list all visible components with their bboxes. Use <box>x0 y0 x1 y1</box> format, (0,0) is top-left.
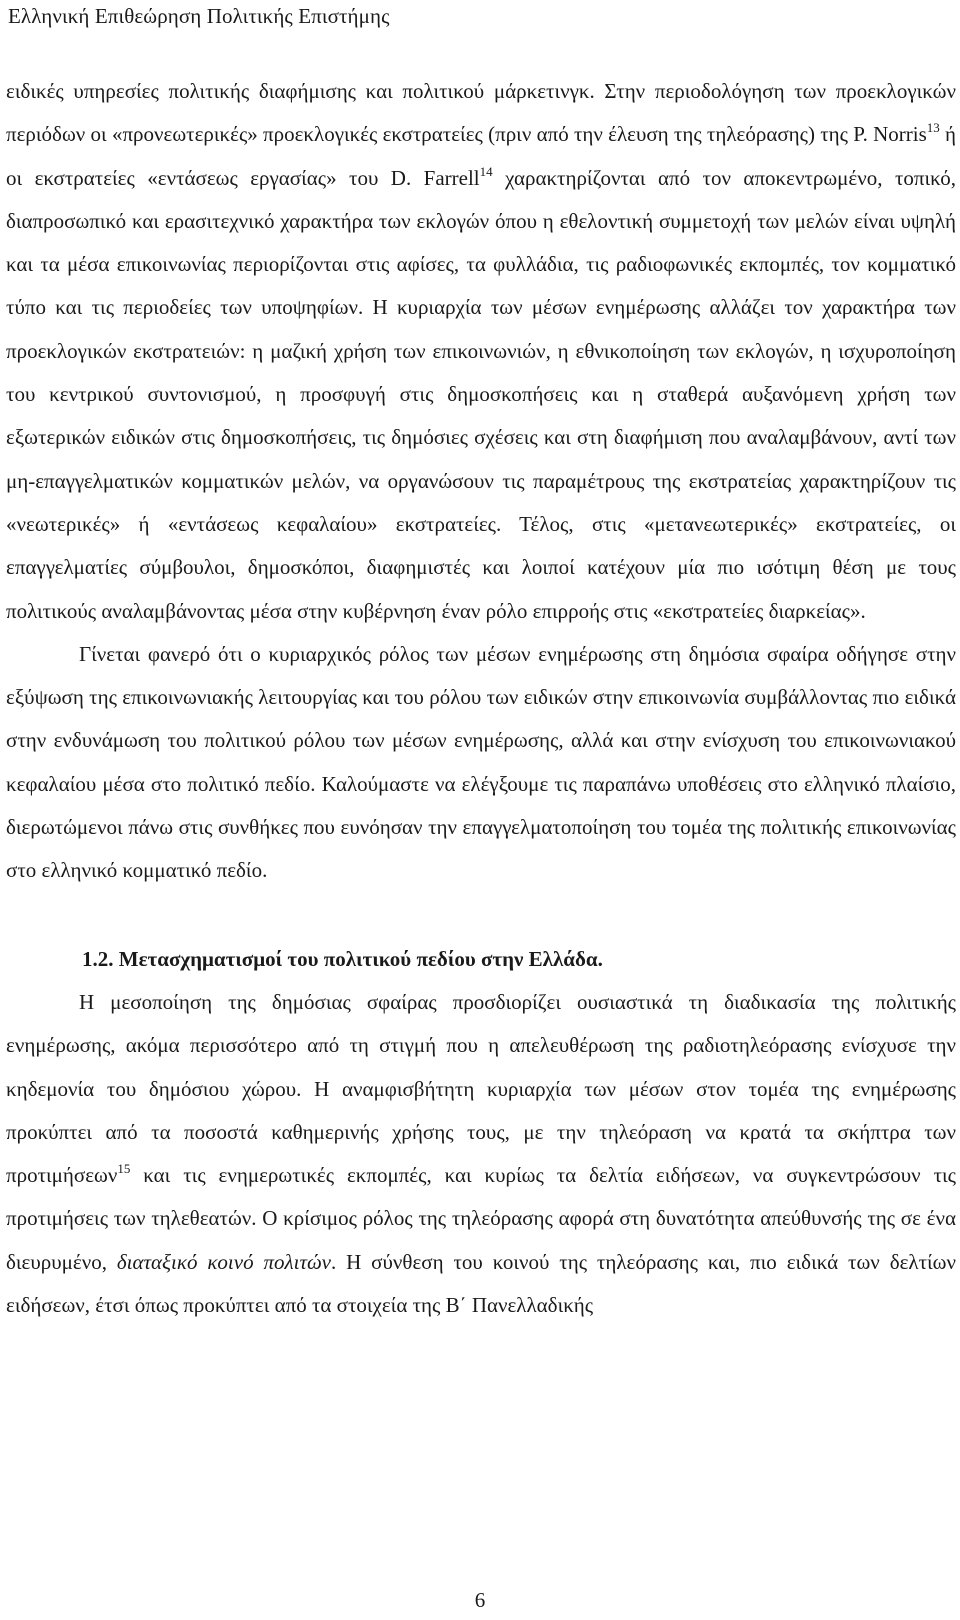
paragraph-3-emphasis: διαταξικό κοινό πολιτών <box>116 1249 331 1274</box>
section-heading: 1.2. Μετασχηματισμοί του πολιτικού πεδίου στην Ελλάδα. <box>82 946 603 971</box>
paragraph-3-text-c: . Η σύνθεση του κοινού της τηλεόρασης και, πιο ειδικά των δελτίων ειδήσεων, έτσι όπως προκύπτει από τα στοιχεία της Β΄ Πανελλαδικής <box>6 1249 956 1318</box>
paragraph-1-text-c: χαρακτηρίζονται από τον αποκεντρωμένο, τοπικό, διαπροσωπικό και ερασιτεχνικό χαρακτήρα των εκλογών όπου η εθελοντική συμμετοχή των μελών είναι υψηλή και τα μέσα επικοινωνίας περιορίζονται στις αφίσες, τα φυλλάδια, τις ραδιοφωνικές εκπομπές, τον κομματικό τύπο και τις περιοδείες των υποψηφίων. Η κυριαρχία των μέσων ενημέρωσης αλλάζει τον χαρακτήρα των προεκλογικών εκστρατειών: η μαζική χρήση των επικοινωνιών, η εθνικοποίηση των εκλογών, η ισχυροποίηση του κεντρικού συντονισμού, η προσφυγή στις δημοσκοπήσεις και η σταθερά αυξανόμενη χρήση των εξωτερικών ειδικών στις δημοσκοπήσεις, τις δημόσιες σχέσεις και στη διαφήμιση που αναλαμβάνουν, αντί των μη-επαγγελματικών κομματικών μελών, να οργανώσουν τις παραμέτρους της εκστρατείας χαρακτηρίζουν τις «νεωτερικές» ή «εντάσεως κεφαλαίου» εκστρατείες. Τέλος, στις «μετανεωτερικές» εκστρατείες, οι επαγγελματίες σύμβουλοι, δημοσκόποι, διαφημιστές και λοιποί κατέχουν μία πιο ισότιμη θέση με τους πολιτικούς αναλαμβάνοντας μέσα στην κυβέρνηση έναν ρόλο επιρροής στις «εκστρατείες διαρκείας». <box>6 165 957 623</box>
page-number: 6 <box>474 1588 486 1612</box>
paragraph-2: Γίνεται φανερό ότι ο κυριαρχικός ρόλος των μέσων ενημέρωσης στη δημόσια σφαίρα οδήγησε στην εξύψωση της επικοινωνιακής λειτουργίας και του ρόλου των ειδικών στην επικοινωνία συμβάλλοντας πιο ειδικά στην ενδυνάμωση του πολιτικού ρόλου των μέσων ενημέρωσης, αλλά και στην ενίσχυση του επικοινωνιακού κεφαλαίου μέσα στο πολιτικό πεδίο. Καλούμαστε να ελέγξουμε τις παραπάνω υποθέσεις στο ελληνικό πλαίσιο, διερωτώμενοι πάνω στις συνθήκες που ευνόησαν την επαγγελματοποίηση του τομέα της πολιτικής επικοινωνίας στο ελληνικό κομματικό πεδίο. <box>6 641 956 883</box>
body-text <box>6 70 956 1327</box>
paragraph-1-text-a: ειδικές υπηρεσίες πολιτικής διαφήμισης και πολιτικού μάρκετινγκ. Στην περιοδολόγηση των προεκλογικών περιόδων οι «προνεωτερικές» προεκλογικές εκστρατείες (πριν από την έλευση της τηλεόρασης) της P. Norris <box>6 79 956 147</box>
paragraph-1 <box>6 70 956 633</box>
footnote-ref-14: 14 <box>479 163 493 179</box>
footnote-ref-13: 13 <box>926 120 940 136</box>
running-header: Ελληνική Επιθεώρηση Πολιτικής Επιστήμης <box>8 4 390 28</box>
paragraph-3-text-b: και τις ενημερωτικές εκπομπές, και κυρίως τα δελτία ειδήσεων, να συγκεντρώσουν τις προτιμήσεις των τηλεθεατών. Ο κρίσιμος ρόλος της τηλεόρασης αφορά στη δυνατότητα απεύθυνσής της σε ένα διευρυμένο, <box>6 1163 956 1274</box>
paragraph-1-text-b: ή οι εκστρατείες «εντάσεως εργασίας» του D. Farrell <box>6 122 956 190</box>
paragraph-3-text-a: Η μεσοποίηση της δημόσιας σφαίρας προσδιορίζει ουσιαστικά τη διαδικασία της πολιτικής ενημέρωσης, ακόμα περισσότερο από τη στιγμή που η απελευθέρωση της ραδιοτηλεόρασης ενίσχυσε την κηδεμονία του δημόσιου χώρου. Η αναμφισβήτητη κυριαρχία των μέσων στον τομέα της ενημέρωσης προκύπτει από τα ποσοστά καθημερινής χρήσης τους, με την τηλεόραση να κρατά τα σκήπτρα των προτιμήσεων <box>6 989 956 1188</box>
paragraph-3 <box>6 981 956 1327</box>
footnote-ref-15: 15 <box>117 1161 131 1177</box>
